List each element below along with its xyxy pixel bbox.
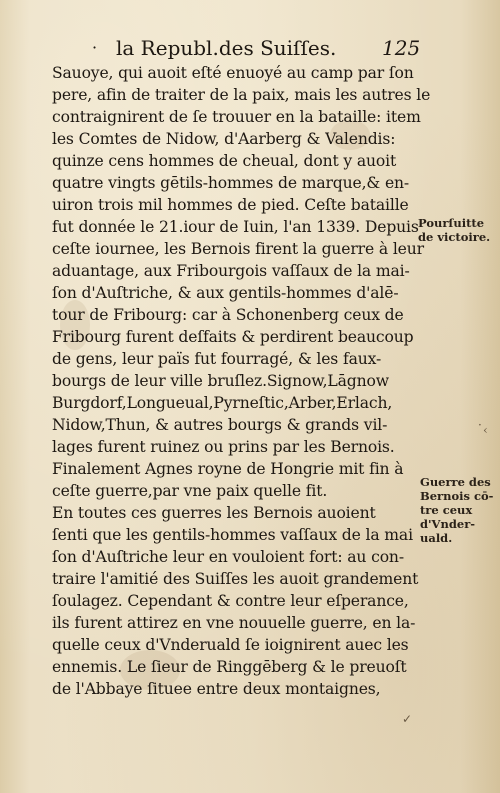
margin-note-war-unterwalden <box>420 475 493 545</box>
text-line: Sauoye, qui auoit eſté enuoyé au camp par ſon <box>52 64 414 82</box>
margin-note-line: Pourſuitte <box>418 216 485 230</box>
stray-mark: ‹ <box>483 423 488 437</box>
margin-note-line: de victoire. <box>418 230 491 244</box>
text-line: ſenti que les gentils-hommes vaſſaux de la mai <box>52 526 413 544</box>
running-title: la Republ.des Suiſſes. <box>116 36 337 60</box>
text-line: ſon d'Auſtriche, & aux gentils-hommes d'alē- <box>52 284 399 302</box>
text-line: Finalement Agnes royne de Hongrie mit fin à <box>52 460 404 478</box>
text-line: pere, afin de traiter de la paix, mais les autres le <box>52 86 431 104</box>
text-line: de l'Abbaye ſituee entre deux montaignes, <box>52 680 381 698</box>
text-line: Nidow,Thun, & autres bourgs & grands vil- <box>52 416 388 434</box>
stray-mark: ✓ <box>402 712 413 726</box>
margin-note-pursuit <box>418 216 490 244</box>
running-header <box>92 36 432 62</box>
margin-note-line: Guerre des <box>420 475 491 489</box>
text-line: de gens, leur païs fut fourragé, & les faux- <box>52 350 382 368</box>
margin-note-line: Bernois cō- <box>420 489 494 503</box>
margin-note-line: uald. <box>420 531 453 545</box>
header-dot: · <box>92 38 98 57</box>
text-line: quatre vingts gētils-hommes de marque,& en- <box>52 174 410 192</box>
text-line: aduantage, aux Fribourgois vaſſaux de la mai- <box>52 262 410 280</box>
text-line: ceſte iournee, les Bernois firent la guerre à leur <box>52 240 424 258</box>
text-line: les Comtes de Nidow, d'Aarberg & Valendis: <box>52 130 396 148</box>
text-line: quelle ceux d'Vnderuald ſe ioignirent auec les <box>52 636 409 654</box>
text-line: ennemis. Le ſieur de Ringgēberg & le preuoſt <box>52 658 407 676</box>
text-line: contraignirent de ſe trouuer en la bataille: item <box>52 108 421 126</box>
text-line: En toutes ces guerres les Bernois auoient <box>52 504 376 522</box>
margin-note-line: tre ceux <box>420 503 473 517</box>
text-line: quinze cens hommes de cheual, dont y auoit <box>52 152 397 170</box>
text-line: ils furent attirez en vne nouuelle guerre, en la- <box>52 614 416 632</box>
text-line: traire l'amitié des Suiſſes les auoit grandement <box>52 570 419 588</box>
text-line: tour de Fribourg: car à Schonenberg ceux de <box>52 306 404 324</box>
text-line: Burgdorf,Longueual,Pyrneſtic,Arber,Erlach, <box>52 394 393 412</box>
text-line: uiron trois mil hommes de pied. Ceſte bataille <box>52 196 409 214</box>
page-number: 125 <box>382 36 421 60</box>
stray-mark: · <box>478 418 482 432</box>
margin-note-line: d'Vnder- <box>420 517 476 531</box>
text-line: ſon d'Auſtriche leur en vouloient fort: au con- <box>52 548 404 566</box>
text-line: ſoulagez. Cependant & contre leur eſperance, <box>52 592 409 610</box>
text-line: lages furent ruinez ou prins par les Bernois. <box>52 438 395 456</box>
text-line: Fribourg furent deſfaits & perdirent beaucoup <box>52 328 414 346</box>
text-line: fut donnée le 21.iour de Iuin, l'an 1339. Depuis <box>52 218 419 236</box>
text-line: bourgs de leur ville bruſlez.Signow,Lāgnow <box>52 372 389 390</box>
text-line: ceſte guerre,par vne paix quelle fit. <box>52 482 328 500</box>
